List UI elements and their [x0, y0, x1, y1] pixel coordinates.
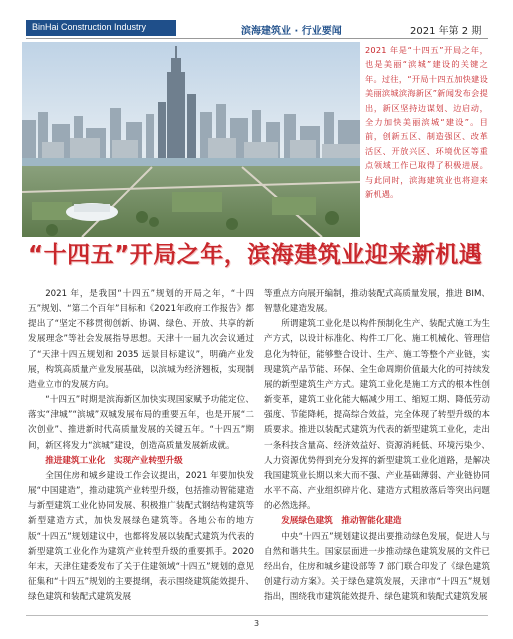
- intro-sidebar-text: 2021 年是“十四五”开局之年，也是美丽“滨城”建设的关键之年。过往，“开局十四五加快建设美丽滨城滨海新区”新闻发布会提出，新区坚持边谋划、边启动，全力加快美丽滨城“建设”。目前，创新五区、制造强区、改革活区、开放兴区、环境优区等重点领域工作已取得了积极进展。与此同时，滨海建筑业也将迎来新机遇。: [365, 45, 488, 200]
- article-column-right: [264, 287, 490, 605]
- city-skyline-illustration: [22, 42, 360, 237]
- intro-sidebar: [365, 43, 488, 238]
- header-english-title: BinHai Construction Industry: [32, 22, 147, 32]
- section-subheading: 推进建筑工业化 实现产业转型升级: [45, 455, 183, 466]
- paragraph: 中央“十四五”规划建议提出要推动绿色发展，促进人与自然和谐共生。国家层面进一步推动绿色建筑发展的文件已经出台，住房和城乡建设部等 7 部门联合印发了《绿色建筑创建行动方案》。关于绿色建筑发展，天津市“十四五”规划指出，围绕我市建筑能效提升、绿色建筑和装配式建筑发展: [264, 531, 490, 603]
- header-issue: 2021 年第 2 期: [410, 26, 482, 37]
- paragraph: “十四五”时期是滨海新区加快实现国家赋予功能定位、落实“津城”“滨城”双城发展布局的重要五年，也是开展“二次创业”、推进新时代高质量发展的关键五年。“十四五”期间，新区将发力“滨城”建设，创造高质量发展新成就。: [28, 395, 254, 451]
- footer-divider: [26, 615, 488, 616]
- article-title: “十四五”开局之年，滨海建筑业迎来新机遇: [28, 242, 483, 268]
- paragraph: 全国住房和城乡建设工作会议提出，2021 年要加快发展“中国建造”，推动建筑产业转型升级，包括推动智能建造与新型建筑工业化协同发展、积极推广装配式钢结构建筑等新型建造方式，加快发展绿色建筑等。各地公布的地方版“十四五”规划建议中，也都将发展以装配式建筑为代表的新型建筑工业化作为建筑产业转型升级的重要抓手。2020年末，天津住建委发布了关于住建领域“十四五”规划的意见征集和“十四五”规划的主要提纲，表示围绕建筑能效提升、绿色建筑和装配式建筑发展: [28, 470, 254, 603]
- paragraph: 等重点方向展开编制，推动装配式高质量发展，推进 BIM、智慧化建造发展。: [264, 289, 490, 315]
- paragraph: 2021 年，是我国“十四五”规划的开局之年，“十四五”规划、“第二个百年”目标和《2021年政府工作报告》都提出了“坚定不移贯彻创新、协调、绿色、开放、共享的新发展理念”等社会发展指导思想。天津十一届九次会议通过了“天津十四五规划和 2035 远景目标建议”，明确产业发展，构筑高质量产业发展基础，以滨城为经济翘板，实现制造业立市的发展方向。: [28, 289, 254, 390]
- page-number: 3: [253, 619, 260, 628]
- article-column-left: [28, 287, 254, 605]
- city-aerial-photo: [22, 42, 360, 237]
- page-header: [26, 20, 488, 39]
- header-chinese-title: 滨海建筑业 · 行业要闻: [241, 26, 342, 37]
- paragraph: 所谓建筑工业化是以构件预制化生产、装配式施工为生产方式，以设计标准化、构件工厂化、施工机械化、管理信息化为特征，能够整合设计、生产、施工等整个产业链，实现建筑产品节能、环保、全生命周期价值最大化的可持续发展的新型建筑生产方式。建筑工业化是施工方式的根本性创新变革，建筑工业化能大幅减少用工、缩短工期、降低劳动强度、节能降耗，提高综合效益，完全体现了转型升级的本质要求。推进以装配式建筑为代表的新型建筑工业化，走出一条科技含量高、经济效益好、资源消耗低、环境污染少、人力资源优势得到充分发挥的新型建筑工业化道路，是解决我国建筑业长期以来大而不强、产业基础薄弱、产业链协同水平不高、产业组织碎片化、建造方式粗放落后等突出问题的必然选择。: [264, 319, 490, 512]
- section-subheading: 发展绿色建筑 推动智能化建造: [281, 516, 402, 527]
